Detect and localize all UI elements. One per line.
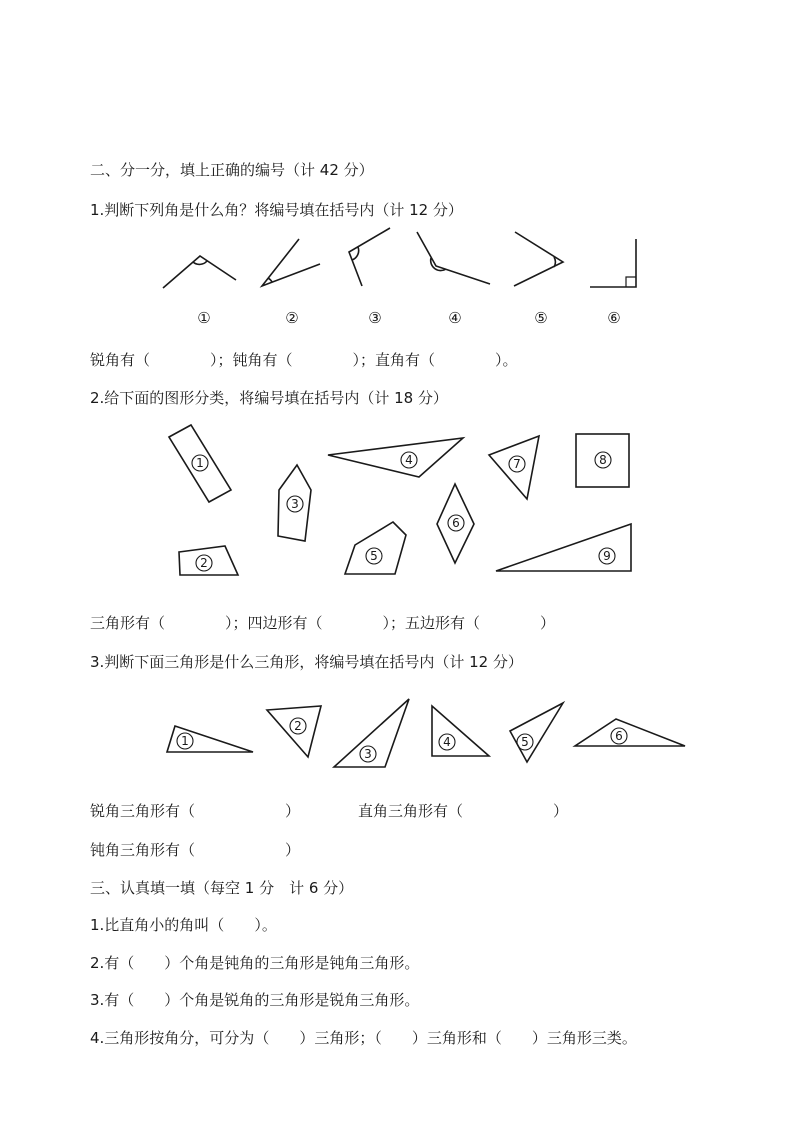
section2-heading: 二、分一分，填上正确的编号（计 42 分） [90,161,374,179]
shape-label: 9 [603,549,611,563]
triangle-6 [575,719,685,746]
shape-2-quadrilateral [179,546,238,575]
angle-figure-4 [417,232,490,284]
shape-label: 8 [599,453,607,467]
angle-figure-6 [590,239,636,287]
angle-figure-2 [262,239,320,286]
question3-obtuse-answer: 钝角三角形有（ ） [90,841,301,859]
angle-label: ④ [448,309,462,327]
question1-answer-line: 锐角有（ ）；钝角有（ ）；直角有（ ）。 [90,351,518,369]
question1-title: 1.判断下列角是什么角？将编号填在括号内（计 12 分） [90,201,463,219]
triangle-label: 1 [181,734,189,748]
shape-label: 6 [452,516,460,530]
shape-9-triangle [496,524,631,571]
question2-title: 2.给下面的图形分类，将编号填在括号内（计 18 分） [90,389,448,407]
angle-label: ② [285,309,299,327]
shape-label: 5 [370,549,378,563]
triangle-1 [167,726,253,752]
shape-label: 3 [291,497,299,511]
shape-label: 2 [200,556,208,570]
angle-label: ⑥ [607,309,621,327]
angle-figure-5 [514,232,563,286]
angle-label: ① [197,309,211,327]
section3-item-2: 2.有（ ）个角是钝角的三角形是钝角三角形。 [90,954,420,972]
triangle-label: 5 [521,735,529,749]
triangle-label: 2 [294,719,302,733]
angle-figure-3 [349,228,390,286]
question3-title: 3.判断下面三角形是什么三角形，将编号填在括号内（计 12 分） [90,653,523,671]
shape-label: 7 [513,457,521,471]
triangle-5 [510,703,563,762]
triangle-label: 4 [443,735,451,749]
shape-4-triangle [328,438,463,477]
triangle-4 [432,706,489,756]
question3-right-answer: 直角三角形有（ ） [358,802,569,820]
shape-label: 1 [196,456,204,470]
section3-item-3: 3.有（ ）个角是锐角的三角形是锐角三角形。 [90,991,420,1009]
angle-figure-1 [163,256,236,288]
angle-label: ③ [368,309,382,327]
question2-answer-line: 三角形有（ ）；四边形有（ ）；五边形有（ ） [90,614,556,632]
triangle-label: 3 [364,747,372,761]
shape-label: 4 [405,453,413,467]
section3-item-4: 4.三角形按角分，可分为（ ）三角形；（ ）三角形和（ ）三角形三类。 [90,1029,637,1047]
angle-label: ⑤ [534,309,548,327]
section3-heading: 三、认真填一填（每空 1 分 计 6 分） [90,879,354,897]
question3-acute-answer: 锐角三角形有（ ） [90,802,301,820]
section3-item-1: 1.比直角小的角叫（ ）。 [90,916,277,934]
triangle-label: 6 [615,729,623,743]
